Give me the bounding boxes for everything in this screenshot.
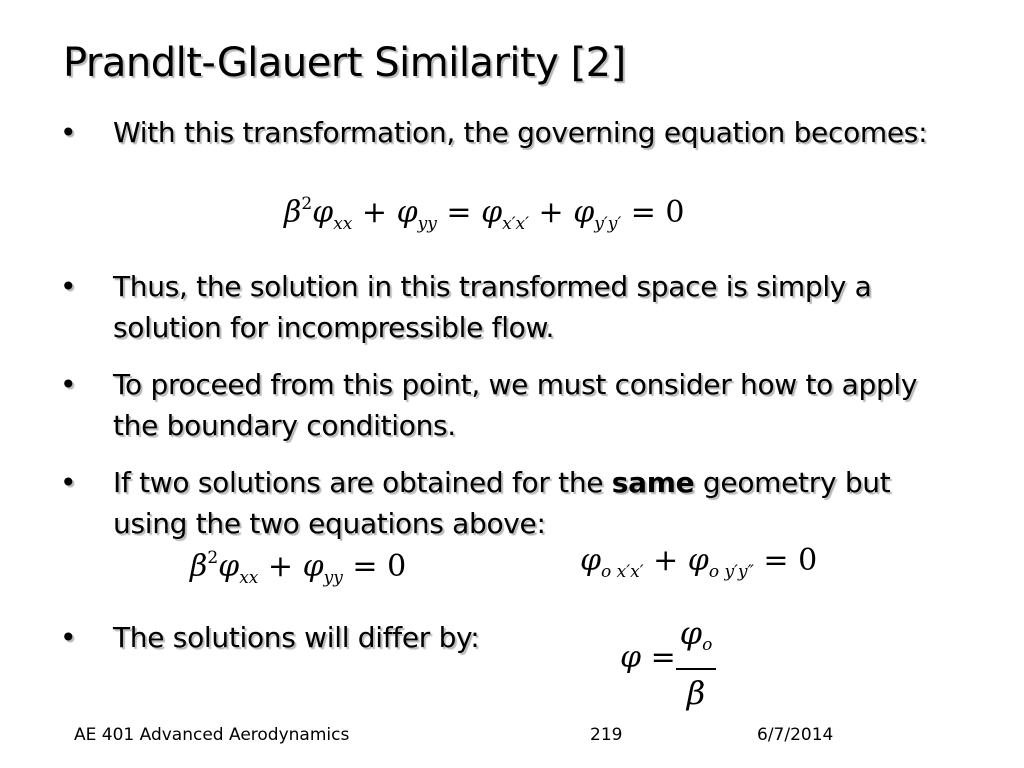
equation-phi-lhs: φ = [620,640,676,675]
bullet-5-text: The solutions will differ by: [113,621,480,654]
slide-title: Prandlt-Glauert Similarity [2] [63,40,626,86]
equation-compressible: $\beta^2\varphi_{xx} + \varphi_{yy} = 0$ [190,548,407,588]
fraction-denominator: β [686,674,706,712]
bullet-3-text: To proceed from this point, we must consider how to apply the boundary conditions. [113,368,918,442]
bullet-2-text: Thus, the solution in this transformed space is simply a solution for incompressible flow. [113,270,872,344]
bullet-marker: • [60,621,77,654]
fraction-bar [676,668,716,670]
equation-transformed: $\beta^2\varphi_{xx} + \varphi_{yy} = \varphi_{x'x'} + \varphi_{y'y'} = 0$ [284,194,685,234]
bullet-marker: • [60,270,77,303]
bullet-4-text: If two solutions are obtained for the same geometry but using the two equations above: [113,466,891,540]
bullet-marker: • [60,116,77,149]
equation-incompressible: $\varphi_{o x'x'} + \varphi_{o y'y''} = 0$ [580,543,818,582]
fraction-numerator: $\varphi_o$ [679,614,713,655]
footer-page-number: 219 [590,725,623,745]
bullet-1-text: With this transformation, the governing equation becomes: [113,116,928,149]
emphasis-same: same [611,466,695,499]
footer-course: AE 401 Advanced Aerodynamics [74,725,350,745]
footer-date: 6/7/2014 [757,725,834,745]
bullet-marker: • [60,368,77,401]
equation-fraction [676,614,716,712]
bullet-marker: • [60,466,77,499]
